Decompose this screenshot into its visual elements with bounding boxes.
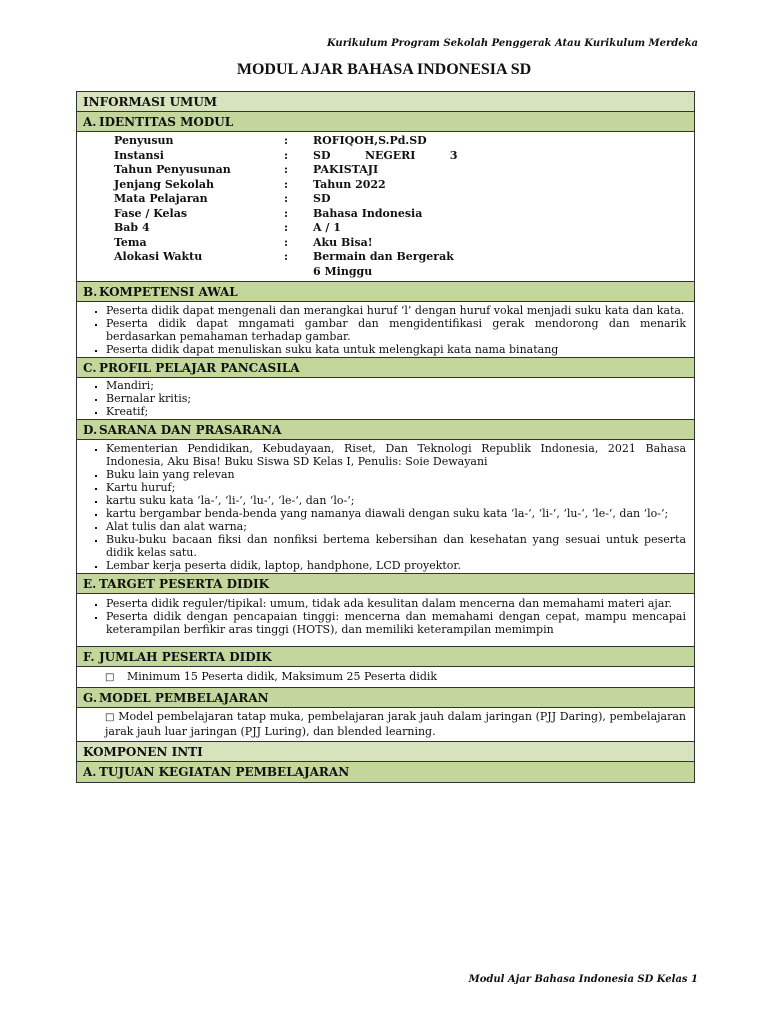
list-item: ▪ Buku lain yang relevan bbox=[106, 468, 686, 481]
list-item: ▪ Lembar kerja peserta didik, laptop, handphone, LCD proyektor. bbox=[106, 559, 686, 572]
identitas-value: Aku Bisa! bbox=[313, 235, 373, 249]
identitas-colon: : bbox=[284, 221, 289, 234]
identitas-colon: : bbox=[284, 177, 289, 191]
identitas-row bbox=[114, 134, 468, 149]
sarana-list-cell bbox=[77, 440, 694, 574]
section-letter: G. bbox=[83, 691, 97, 705]
list-item: ▪ Kreatif; bbox=[106, 405, 686, 418]
identitas-colon bbox=[284, 265, 313, 280]
identitas-value: SD NEGERI 3 bbox=[313, 148, 458, 162]
section-heading: JUMLAH PESERTA DIDIK bbox=[99, 650, 272, 664]
identitas-value: 6 Minggu bbox=[313, 264, 373, 278]
identitas-row bbox=[114, 178, 468, 193]
identitas-colon: : bbox=[284, 192, 289, 205]
target-list bbox=[77, 597, 694, 636]
section-heading: PROFIL PELAJAR PANCASILA bbox=[99, 361, 300, 375]
identitas-key: Instansi bbox=[114, 148, 164, 162]
identitas-value: PAKISTAJI bbox=[313, 163, 379, 176]
section-heading: IDENTITAS MODUL bbox=[99, 115, 234, 129]
section-komponen-inti: KOMPONEN INTI bbox=[77, 742, 694, 762]
section-letter: F. bbox=[83, 650, 95, 664]
identitas-value: ROFIQOH,S.Pd.SD bbox=[313, 134, 427, 147]
identitas-row bbox=[114, 149, 468, 164]
list-item: ▪ Alat tulis dan alat warna; bbox=[106, 520, 686, 533]
section-sarana-prasarana bbox=[77, 420, 694, 440]
section-tujuan-kegiatan bbox=[77, 762, 694, 782]
target-list-cell bbox=[77, 594, 694, 647]
sarana-list bbox=[77, 442, 694, 572]
section-heading: TARGET PESERTA DIDIK bbox=[99, 577, 270, 591]
header-curriculum-note: Kurikulum Program Sekolah Penggerak Atau Kurikulum Merdeka bbox=[326, 38, 698, 49]
list-item: ▪ Buku-buku bacaan fiksi dan nonfiksi bertema kebersihan dan kesehatan yang sesuai untuk peserta didik kelas satu. bbox=[106, 533, 686, 559]
footer-note: Modul Ajar Bahasa Indonesia SD Kelas 1 bbox=[468, 974, 698, 985]
list-item: ▪ Kementerian Pendidikan, Kebudayaan, Riset, Dan Teknologi Republik Indonesia, 2021 Bahasa Indonesia, Aku Bisa! Buku Siswa SD Kelas I, Penulis: Soie Dewayani bbox=[106, 442, 686, 468]
identitas-key: Bab 4 bbox=[114, 221, 150, 234]
section-letter: A. bbox=[83, 115, 97, 129]
list-item: ▪ Bernalar kritis; bbox=[106, 392, 686, 405]
section-heading: TUJUAN KEGIATAN PEMBELAJARAN bbox=[99, 765, 350, 779]
identitas-colon: : bbox=[284, 250, 289, 263]
jumlah-text: Minimum 15 Peserta didik, Maksimum 25 Peserta didik bbox=[127, 670, 438, 683]
empty-box-icon: □ bbox=[105, 672, 115, 683]
section-model-pembelajaran bbox=[77, 688, 694, 708]
identitas-value: Bermain dan Bergerak bbox=[313, 250, 454, 263]
list-item: ▪ kartu bergambar benda-benda yang namanya diawali dengan suku kata ‘la-‘, ‘li-‘, ‘lu-‘, ‘le-‘, dan ‘lo-‘; bbox=[106, 507, 686, 520]
identitas-colon: : bbox=[284, 148, 289, 162]
list-item: ▪ Mandiri; bbox=[106, 379, 686, 392]
section-letter: A. bbox=[83, 765, 97, 779]
list-item: ▪ Peserta didik dapat mngamati gambar dan mengidentifikasi gerak mendorong dan menarik berdasarkan pemahaman terhadap gambar. bbox=[106, 317, 686, 343]
kompetensi-list bbox=[77, 304, 694, 356]
list-item: ▪ kartu suku kata ‘la-‘, ‘li-‘, ‘lu-‘, ‘le-‘, dan ‘lo-‘; bbox=[106, 494, 686, 507]
identitas-value: A / 1 bbox=[313, 221, 341, 234]
section-letter: D. bbox=[83, 423, 98, 437]
identitas-table bbox=[114, 134, 468, 279]
identitas-details bbox=[77, 132, 694, 282]
section-letter: C. bbox=[83, 361, 97, 375]
identitas-colon: : bbox=[284, 235, 289, 249]
section-kompetensi-awal bbox=[77, 282, 694, 302]
section-identitas-modul bbox=[77, 112, 694, 132]
empty-box-icon: □ bbox=[105, 712, 115, 723]
section-profil-pelajar bbox=[77, 358, 694, 378]
identitas-colon: : bbox=[284, 134, 289, 147]
identitas-value: Bahasa Indonesia bbox=[313, 206, 423, 220]
identitas-value: SD bbox=[313, 192, 331, 205]
page-title: MODUL AJAR BAHASA INDONESIA SD bbox=[236, 61, 532, 78]
identitas-colon: : bbox=[284, 163, 289, 176]
identitas-row bbox=[114, 250, 468, 265]
identitas-key: Penyusun bbox=[114, 134, 174, 147]
list-item: ▪ Kartu huruf; bbox=[106, 481, 686, 494]
identitas-key bbox=[114, 265, 284, 280]
section-letter: E. bbox=[83, 577, 97, 591]
section-heading: SARANA DAN PRASARANA bbox=[99, 423, 282, 437]
list-item: ▪ Peserta didik dengan pencapaian tinggi: mencerna dan memahami dengan cepat, mampu mencapai keterampilan berfikir aras tinggi (HOTS), dan memiliki keterampilan memimpin bbox=[106, 610, 686, 636]
identitas-row bbox=[114, 221, 468, 236]
list-item: ▪ Peserta didik dapat menuliskan suku kata untuk melengkapi kata nama binatang bbox=[106, 343, 686, 356]
section-target-peserta bbox=[77, 574, 694, 594]
list-item: ▪ Peserta didik reguler/tipikal: umum, tidak ada kesulitan dalam mencerna dan memahami materi ajar. bbox=[106, 597, 686, 610]
identitas-row bbox=[114, 192, 468, 207]
section-heading: MODEL PEMBELAJARAN bbox=[99, 691, 269, 705]
profil-list bbox=[77, 379, 694, 418]
profil-list-cell bbox=[77, 378, 694, 420]
identitas-row bbox=[114, 236, 468, 251]
identitas-colon: : bbox=[284, 206, 289, 220]
model-text: Model pembelajaran tatap muka, pembelajaran jarak jauh dalam jaringan (PJJ Daring), pembelajaran jarak jauh luar jaringan (PJJ Luring), dan blended learning. bbox=[105, 710, 686, 738]
jumlah-cell bbox=[77, 667, 694, 688]
module-table bbox=[76, 91, 695, 783]
identitas-key: Fase / Kelas bbox=[114, 206, 188, 220]
section-letter: B. bbox=[83, 285, 98, 299]
section-jumlah-peserta bbox=[77, 647, 694, 667]
identitas-row bbox=[114, 265, 468, 280]
identitas-key: Tahun Penyusunan bbox=[114, 163, 231, 176]
identitas-key: Alokasi Waktu bbox=[114, 250, 203, 263]
list-item: ▪ Peserta didik dapat mengenali dan merangkai huruf ‘l’ dengan huruf vokal menjadi suku kata dan kata. bbox=[106, 304, 686, 317]
identitas-key: Jenjang Sekolah bbox=[114, 177, 215, 191]
kompetensi-list-cell bbox=[77, 302, 694, 358]
section-informasi-umum: INFORMASI UMUM bbox=[77, 92, 694, 112]
identitas-key: Tema bbox=[114, 235, 147, 249]
identitas-value: Tahun 2022 bbox=[313, 177, 386, 191]
identitas-row bbox=[114, 207, 468, 222]
model-cell bbox=[77, 708, 694, 742]
section-heading: KOMPETENSI AWAL bbox=[99, 285, 238, 299]
identitas-row bbox=[114, 163, 468, 178]
identitas-key: Mata Pelajaran bbox=[114, 192, 208, 205]
